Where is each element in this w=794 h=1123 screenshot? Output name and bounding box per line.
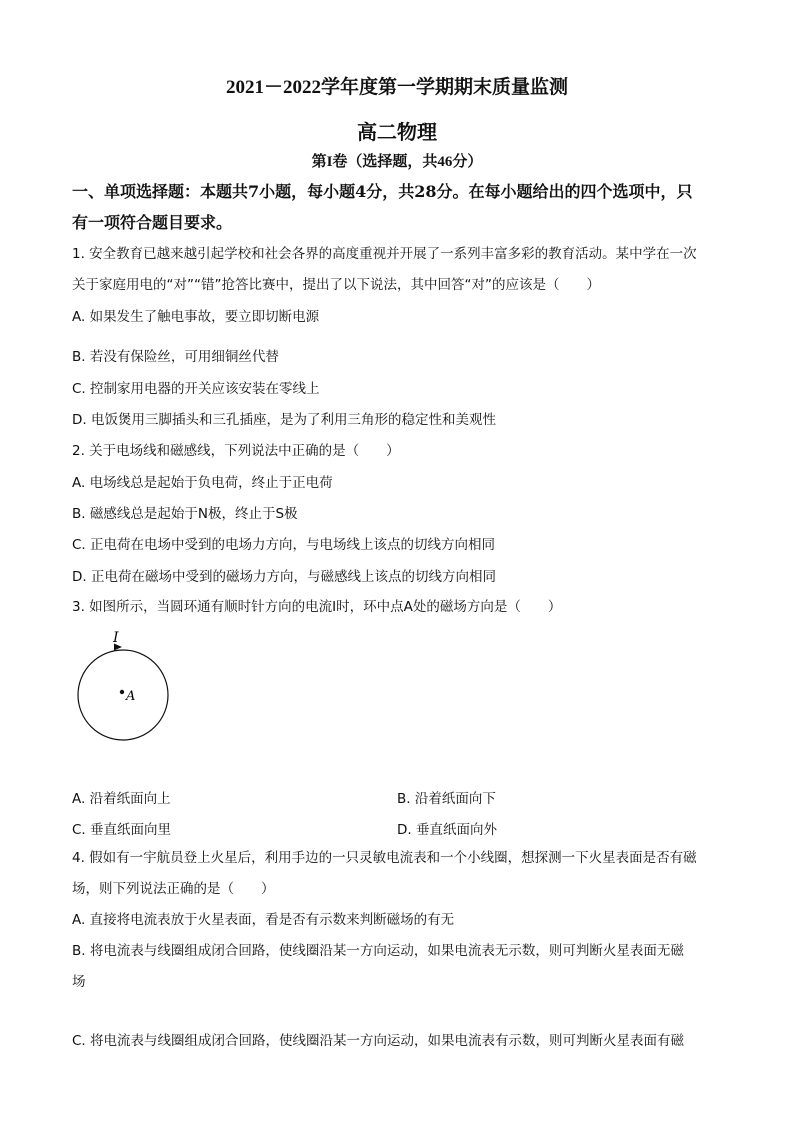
q4-option-c: C. 将电流表与线圈组成闭合回路，使线圈沿某一方向运动，如果电流表有示数，则可判断火星表面有磁 [72, 1033, 685, 1049]
q1-stem-line1: 1. 安全教育已越来越引起学校和社会各界的高度重视并开展了一系列丰富多彩的教育活动。某中学在一次 [72, 246, 697, 262]
q1-option-b: B. 若没有保险丝，可用细铜丝代替 [72, 349, 279, 365]
part-title: 第I卷（选择题，共46分） [311, 154, 483, 170]
q4-option-b-line2: 场 [72, 974, 86, 990]
q4-option-a: A. 直接将电流表放于火星表面，看是否有示数来判断磁场的有无 [72, 912, 455, 928]
current-loop [78, 650, 168, 740]
current-loop-figure [70, 628, 180, 743]
exam-title: 2021－2022学年度第一学期期末质量监测 [225, 77, 568, 98]
q3-stem: 3. 如图所示，当圆环通有顺时针方向的电流I时，环中点A处的磁场方向是（ ） [72, 599, 562, 615]
q1-option-c: C. 控制家用电器的开关应该安装在零线上 [72, 381, 320, 397]
q1-option-d: D. 电饭煲用三脚插头和三孔插座，是为了利用三角形的稳定性和美观性 [72, 412, 496, 428]
q3-option-a: A. 沿着纸面向上 [72, 791, 171, 807]
point-a-label: A [126, 689, 136, 704]
point-a-dot [120, 690, 124, 694]
q4-stem-line1: 4. 假如有一宇航员登上火星后，利用手边的一只灵敏电流表和一个小线圈，想探测一下火星表面是否有磁 [72, 850, 697, 866]
section-heading-line1: 一、单项选择题：本题共7小题，每小题4分，共28分。在每小题给出的四个选项中，只 [72, 182, 693, 201]
current-label: I [113, 630, 119, 646]
subject-title: 高二物理 [357, 122, 437, 144]
q2-option-c: C. 正电荷在电场中受到的电场力方向，与电场线上该点的切线方向相同 [72, 537, 496, 553]
q2-option-a: A. 电场线总是起始于负电荷，终止于正电荷 [72, 475, 333, 491]
q3-option-c: C. 垂直纸面向里 [72, 822, 172, 838]
q1-option-a: A. 如果发生了触电事故，要立即切断电源 [72, 309, 320, 325]
q1-stem-line2: 关于家庭用电的“对”“错”抢答比赛中，提出了以下说法，其中回答“对”的应该是（ ） [72, 277, 600, 293]
q4-stem-line2: 场，则下列说法正确的是（ ） [72, 881, 275, 897]
section-heading-line2: 有一项符合题目要求。 [72, 213, 233, 232]
q4-option-b-line1: B. 将电流表与线圈组成闭合回路，使线圈沿某一方向运动，如果电流表无示数，则可判断火星表面无磁 [72, 943, 684, 959]
q2-stem: 2. 关于电场线和磁感线，下列说法中正确的是（ ） [72, 443, 400, 459]
q3-option-d: D. 垂直纸面向外 [397, 822, 497, 838]
q3-option-b: B. 沿着纸面向下 [397, 791, 496, 807]
q2-option-b: B. 磁感线总是起始于N极，终止于S极 [72, 506, 298, 522]
q2-option-d: D. 正电荷在磁场中受到的磁场力方向，与磁感线上该点的切线方向相同 [72, 569, 496, 585]
